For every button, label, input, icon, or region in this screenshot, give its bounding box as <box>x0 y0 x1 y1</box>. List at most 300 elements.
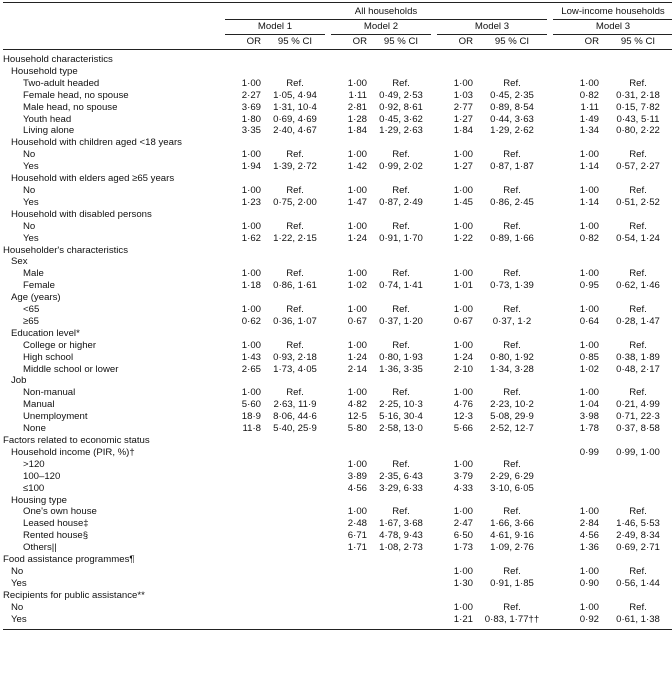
odds-ratio-cell: 1·14 <box>579 161 599 173</box>
table-row <box>3 78 672 90</box>
odds-ratio-cell <box>437 137 477 149</box>
odds-ratio-cell <box>331 328 371 340</box>
odds-ratio-cell: 1·71 <box>347 542 367 554</box>
odds-ratio-cell <box>225 614 265 626</box>
confidence-interval-cell <box>265 209 325 221</box>
confidence-interval-cell: Ref. <box>629 601 647 613</box>
confidence-interval-cell: Ref. <box>629 220 647 232</box>
odds-ratio-cell: 1·00 <box>579 387 599 399</box>
confidence-interval-cell: 0·91, 1·85 <box>490 577 534 589</box>
confidence-interval-cell <box>603 292 672 304</box>
odds-ratio-cell: 3·79 <box>453 470 473 482</box>
odds-ratio-cell <box>331 602 371 614</box>
odds-ratio-cell: 12·3 <box>453 411 473 423</box>
odds-ratio-cell: 2·84 <box>579 518 599 530</box>
table-row <box>3 268 672 280</box>
confidence-interval-cell <box>477 137 547 149</box>
confidence-interval-cell: 0·86, 1·61 <box>273 280 317 292</box>
odds-ratio-cell: 0·82 <box>579 89 599 101</box>
confidence-interval-cell: Ref. <box>392 387 410 399</box>
odds-ratio-cell <box>553 54 603 66</box>
confidence-interval-cell: Ref. <box>503 506 521 518</box>
row-label: >120 <box>23 458 45 470</box>
odds-ratio-cell: 1·00 <box>241 184 261 196</box>
odds-ratio-cell <box>331 590 371 602</box>
confidence-interval-cell: Ref. <box>629 149 647 161</box>
odds-ratio-cell: 4·76 <box>453 399 473 411</box>
odds-ratio-cell: 1·00 <box>241 220 261 232</box>
or-header: OR <box>553 35 603 50</box>
odds-ratio-cell: 0·67 <box>347 315 367 327</box>
confidence-interval-cell <box>265 483 325 495</box>
confidence-interval-cell <box>603 137 672 149</box>
odds-ratio-cell: 1·00 <box>241 77 261 89</box>
odds-ratio-cell: 1·04 <box>579 399 599 411</box>
confidence-interval-cell: 4·61, 9·16 <box>490 530 534 542</box>
row-label: Household income (PIR, %)† <box>11 446 135 458</box>
confidence-interval-cell: 0·38, 1·89 <box>616 351 660 363</box>
confidence-interval-cell <box>265 530 325 542</box>
odds-ratio-cell: 1·00 <box>241 149 261 161</box>
confidence-interval-cell: 1·31, 10·4 <box>273 101 317 113</box>
row-label: None <box>23 423 46 435</box>
odds-ratio-cell: 12·5 <box>347 411 367 423</box>
table-row <box>3 506 672 518</box>
odds-ratio-cell <box>225 471 265 483</box>
odds-ratio-cell: 1·00 <box>579 339 599 351</box>
model-3-header: Model 3 <box>437 20 547 35</box>
confidence-interval-cell: Ref. <box>286 220 304 232</box>
odds-ratio-cell <box>331 614 371 626</box>
odds-ratio-cell: 2·47 <box>453 518 473 530</box>
confidence-interval-cell: 2·63, 11·9 <box>273 399 317 411</box>
confidence-interval-cell: 5·16, 30·4 <box>379 411 423 423</box>
confidence-interval-cell <box>371 66 431 78</box>
table-row <box>3 102 672 114</box>
row-label: No <box>23 184 36 196</box>
confidence-interval-cell <box>477 66 547 78</box>
odds-ratio-cell <box>437 292 477 304</box>
confidence-interval-cell: 0·99, 1·00 <box>616 446 660 458</box>
confidence-interval-cell: 0·73, 1·39 <box>490 280 534 292</box>
confidence-interval-cell <box>477 328 547 340</box>
odds-ratio-cell: 1·43 <box>241 351 261 363</box>
confidence-interval-cell: 0·45, 2·35 <box>490 89 534 101</box>
confidence-interval-cell: 0·75, 2·00 <box>273 196 317 208</box>
confidence-interval-cell: 2·52, 12·7 <box>490 423 534 435</box>
odds-ratio-cell: 1·00 <box>347 458 367 470</box>
confidence-interval-cell: 0·49, 2·53 <box>379 89 423 101</box>
table-row <box>3 197 672 209</box>
odds-ratio-cell <box>225 447 265 459</box>
odds-ratio-cell <box>437 256 477 268</box>
confidence-interval-cell: Ref. <box>286 149 304 161</box>
row-label: ≥65 <box>23 315 39 327</box>
odds-ratio-cell: 1·24 <box>453 351 473 363</box>
row-label: Male <box>23 268 44 280</box>
table-row <box>3 137 672 149</box>
odds-ratio-cell <box>225 542 265 554</box>
odds-ratio-cell <box>437 590 477 602</box>
odds-ratio-cell: 4·56 <box>347 482 367 494</box>
table-row <box>3 185 672 197</box>
odds-ratio-cell: 1·30 <box>453 577 473 589</box>
table-row <box>3 530 672 542</box>
odds-ratio-cell: 1·62 <box>241 232 261 244</box>
odds-ratio-cell <box>225 54 265 66</box>
confidence-interval-cell: 0·92, 8·61 <box>379 101 423 113</box>
odds-ratio-cell: 1·49 <box>579 113 599 125</box>
confidence-interval-cell <box>265 542 325 554</box>
odds-ratio-cell <box>225 483 265 495</box>
odds-ratio-cell: 1·01 <box>453 280 473 292</box>
confidence-interval-cell: 2·23, 10·2 <box>490 399 534 411</box>
confidence-interval-cell: 0·99, 2·02 <box>379 161 423 173</box>
odds-ratio-cell: 3·69 <box>241 101 261 113</box>
confidence-interval-cell: 0·37, 1·20 <box>379 315 423 327</box>
odds-ratio-cell <box>225 328 265 340</box>
confidence-interval-cell: 0·93, 2·18 <box>273 351 317 363</box>
odds-ratio-cell: 1·11 <box>348 89 367 101</box>
odds-ratio-cell: 1·00 <box>453 506 473 518</box>
confidence-interval-cell: 0·57, 2·27 <box>616 161 660 173</box>
confidence-interval-cell <box>265 578 325 590</box>
odds-ratio-cell <box>437 328 477 340</box>
odds-ratio-cell: 1·00 <box>347 304 367 316</box>
row-label: One's own house <box>23 506 97 518</box>
row-label: <65 <box>23 304 40 316</box>
confidence-interval-cell: 0·87, 2·49 <box>379 196 423 208</box>
confidence-interval-cell: 2·35, 6·43 <box>379 470 423 482</box>
table-row <box>3 518 672 530</box>
odds-ratio-cell <box>331 66 371 78</box>
odds-ratio-cell <box>225 173 265 185</box>
odds-ratio-cell <box>553 256 603 268</box>
odds-ratio-cell <box>437 554 477 566</box>
confidence-interval-cell: 2·40, 4·67 <box>273 125 317 137</box>
table-body <box>3 50 672 630</box>
odds-ratio-cell <box>553 66 603 78</box>
odds-ratio-cell <box>225 590 265 602</box>
confidence-interval-cell <box>477 375 547 387</box>
confidence-interval-cell: 1·05, 4·94 <box>273 89 317 101</box>
row-label: Middle school or lower <box>23 363 119 375</box>
row-label: Food assistance programmes¶ <box>3 554 135 566</box>
confidence-interval-cell: 0·51, 2·52 <box>616 196 660 208</box>
confidence-interval-cell <box>603 66 672 78</box>
odds-ratio-cell: 1·00 <box>579 304 599 316</box>
odds-ratio-cell: 1·00 <box>453 268 473 280</box>
confidence-interval-cell <box>603 256 672 268</box>
confidence-interval-cell <box>265 602 325 614</box>
row-label: Rented house§ <box>23 530 89 542</box>
confidence-interval-cell <box>603 590 672 602</box>
confidence-interval-cell: Ref. <box>629 184 647 196</box>
confidence-interval-cell <box>265 614 325 626</box>
odds-ratio-cell: 1·18 <box>241 280 261 292</box>
odds-ratio-cell: 1·14 <box>579 196 599 208</box>
odds-ratio-cell: 0·95 <box>579 280 599 292</box>
odds-ratio-cell: 3·89 <box>347 470 367 482</box>
odds-ratio-cell: 1·00 <box>347 149 367 161</box>
confidence-interval-cell <box>371 173 431 185</box>
row-label: College or higher <box>23 339 97 351</box>
confidence-interval-cell <box>603 209 672 221</box>
odds-ratio-cell <box>331 292 371 304</box>
table-row <box>3 149 672 161</box>
table-row <box>3 399 672 411</box>
odds-ratio-cell <box>331 375 371 387</box>
confidence-interval-cell: Ref. <box>629 506 647 518</box>
confidence-interval-cell: Ref. <box>286 339 304 351</box>
table-row <box>3 554 672 566</box>
confidence-interval-cell: Ref. <box>286 387 304 399</box>
odds-ratio-cell: 4·33 <box>453 482 473 494</box>
confidence-interval-cell: Ref. <box>286 184 304 196</box>
confidence-interval-cell: Ref. <box>286 77 304 89</box>
confidence-interval-cell: 0·89, 8·54 <box>490 101 534 113</box>
results-table <box>3 2 672 630</box>
confidence-interval-cell <box>603 435 672 447</box>
row-label: No <box>11 601 24 613</box>
odds-ratio-cell: 5·60 <box>241 399 261 411</box>
confidence-interval-cell: 2·25, 10·3 <box>379 399 423 411</box>
odds-ratio-cell: 1·47 <box>347 196 367 208</box>
confidence-interval-cell: 0·37, 8·58 <box>616 423 660 435</box>
confidence-interval-cell <box>265 495 325 507</box>
ci-header: 95 % CI <box>603 35 672 50</box>
row-label: Household characteristics <box>3 54 113 65</box>
odds-ratio-cell: 4·56 <box>579 530 599 542</box>
table-row <box>3 590 672 602</box>
table-row <box>3 447 672 459</box>
odds-ratio-cell <box>225 66 265 78</box>
odds-ratio-cell: 6·50 <box>453 530 473 542</box>
odds-ratio-cell: 0·64 <box>579 315 599 327</box>
row-label: Sex <box>11 256 28 268</box>
confidence-interval-cell: Ref. <box>503 268 521 280</box>
odds-ratio-cell <box>553 375 603 387</box>
row-label: Female head, no spouse <box>23 89 129 101</box>
confidence-interval-cell: 5·40, 25·9 <box>273 423 317 435</box>
table-row <box>3 54 672 66</box>
odds-ratio-cell: 1·00 <box>453 601 473 613</box>
confidence-interval-cell <box>265 245 325 257</box>
row-label: Unemployment <box>23 411 88 423</box>
confidence-interval-cell: Ref. <box>392 506 410 518</box>
confidence-interval-cell: 0·44, 3·63 <box>490 113 534 125</box>
odds-ratio-cell: 1·00 <box>453 77 473 89</box>
row-label: Manual <box>23 399 55 411</box>
odds-ratio-cell: 0·85 <box>579 351 599 363</box>
row-label: Household with disabled persons <box>11 208 152 220</box>
confidence-interval-cell <box>265 471 325 483</box>
confidence-interval-cell <box>371 292 431 304</box>
odds-ratio-cell <box>437 173 477 185</box>
row-label: High school <box>23 351 74 363</box>
row-label: Yes <box>23 196 39 208</box>
row-label: Education level* <box>11 327 80 339</box>
odds-ratio-cell: 1·73 <box>453 542 473 554</box>
confidence-interval-cell <box>371 614 431 626</box>
confidence-interval-cell: 0·80, 1·92 <box>490 351 534 363</box>
confidence-interval-cell <box>603 328 672 340</box>
row-label: Leased house‡ <box>23 518 89 530</box>
confidence-interval-cell: 0·83, 1·77†† <box>484 613 540 625</box>
odds-ratio-cell: 1·00 <box>347 77 367 89</box>
confidence-interval-cell <box>371 495 431 507</box>
odds-ratio-cell <box>553 554 603 566</box>
row-label: Others|| <box>23 542 57 554</box>
row-label: Housing type <box>11 494 67 506</box>
confidence-interval-cell: Ref. <box>392 339 410 351</box>
odds-ratio-cell: 1·94 <box>241 161 261 173</box>
row-label: Yes <box>11 577 27 589</box>
table-row <box>3 340 672 352</box>
confidence-interval-cell: Ref. <box>503 304 521 316</box>
odds-ratio-cell: 1·42 <box>347 161 367 173</box>
confidence-interval-cell: 0·80, 2·22 <box>616 125 660 137</box>
odds-ratio-cell: 3·35 <box>241 125 261 137</box>
table-row <box>3 471 672 483</box>
confidence-interval-cell <box>265 590 325 602</box>
row-label: Yes <box>23 161 39 173</box>
odds-ratio-cell: 1·00 <box>579 149 599 161</box>
confidence-interval-cell <box>477 554 547 566</box>
row-label: Job <box>11 375 27 387</box>
confidence-interval-cell: 1·36, 3·35 <box>379 363 423 375</box>
confidence-interval-cell: 1·39, 2·72 <box>273 161 317 173</box>
odds-ratio-cell: 1·00 <box>579 220 599 232</box>
odds-ratio-cell <box>331 554 371 566</box>
odds-ratio-cell <box>553 209 603 221</box>
odds-ratio-cell <box>331 209 371 221</box>
confidence-interval-cell: 0·80, 1·93 <box>379 351 423 363</box>
odds-ratio-cell: 1·00 <box>241 304 261 316</box>
odds-ratio-cell <box>225 554 265 566</box>
confidence-interval-cell <box>371 447 431 459</box>
confidence-interval-cell: 5·08, 29·9 <box>490 411 534 423</box>
confidence-interval-cell <box>265 518 325 530</box>
confidence-interval-cell: 1·73, 4·05 <box>273 363 317 375</box>
odds-ratio-cell: 1·80 <box>241 113 261 125</box>
confidence-interval-cell <box>371 137 431 149</box>
odds-ratio-cell: 1·24 <box>347 232 367 244</box>
odds-ratio-cell: 1·00 <box>241 387 261 399</box>
confidence-interval-cell: 2·58, 13·0 <box>379 423 423 435</box>
confidence-interval-cell <box>603 554 672 566</box>
odds-ratio-cell <box>437 375 477 387</box>
odds-ratio-cell: 1·28 <box>347 113 367 125</box>
confidence-interval-cell: 0·21, 4·99 <box>616 399 660 411</box>
confidence-interval-cell <box>477 590 547 602</box>
row-label: Factors related to economic status <box>3 435 150 446</box>
confidence-interval-cell: 0·28, 1·47 <box>616 315 660 327</box>
confidence-interval-cell <box>265 506 325 518</box>
confidence-interval-cell: 1·29, 2·63 <box>379 125 423 137</box>
odds-ratio-cell <box>331 566 371 578</box>
table-row <box>3 245 672 257</box>
confidence-interval-cell: Ref. <box>503 77 521 89</box>
odds-ratio-cell: 6·71 <box>347 530 367 542</box>
odds-ratio-cell <box>225 256 265 268</box>
odds-ratio-cell: 1·00 <box>453 184 473 196</box>
odds-ratio-cell: 1·24 <box>347 351 367 363</box>
odds-ratio-cell: 2·77 <box>453 101 473 113</box>
table-row <box>3 495 672 507</box>
odds-ratio-cell: 2·48 <box>347 518 367 530</box>
row-label: Female <box>23 280 55 292</box>
table-row <box>3 566 672 578</box>
row-label: Recipients for public assistance** <box>3 589 145 601</box>
odds-ratio-cell: 0·82 <box>579 232 599 244</box>
odds-ratio-cell <box>553 137 603 149</box>
row-label: Age (years) <box>11 292 61 304</box>
odds-ratio-cell: 1·00 <box>347 506 367 518</box>
ci-header: 95 % CI <box>477 35 547 50</box>
confidence-interval-cell <box>603 245 672 257</box>
odds-ratio-cell: 1·00 <box>241 339 261 351</box>
odds-ratio-cell <box>437 54 477 66</box>
row-label: Householder's characteristics <box>3 244 129 256</box>
confidence-interval-cell: 3·10, 6·05 <box>490 482 534 494</box>
confidence-interval-cell: 0·37, 1·2 <box>492 315 532 327</box>
odds-ratio-cell <box>553 483 603 495</box>
confidence-interval-cell: Ref. <box>392 220 410 232</box>
row-label: Yes <box>23 232 39 244</box>
confidence-interval-cell: Ref. <box>629 387 647 399</box>
row-label: No <box>23 149 36 161</box>
row-label: 100–120 <box>23 470 61 482</box>
confidence-interval-cell <box>477 495 547 507</box>
confidence-interval-cell <box>477 292 547 304</box>
table-row <box>3 161 672 173</box>
confidence-interval-cell <box>265 137 325 149</box>
table-row <box>3 614 672 626</box>
odds-ratio-cell <box>553 328 603 340</box>
odds-ratio-cell: 1·02 <box>579 363 599 375</box>
odds-ratio-cell: 1·00 <box>579 506 599 518</box>
odds-ratio-cell: 1·00 <box>453 220 473 232</box>
confidence-interval-cell <box>265 292 325 304</box>
confidence-interval-cell <box>371 54 431 66</box>
confidence-interval-cell: 0·43, 5·11 <box>616 113 660 125</box>
odds-ratio-cell <box>225 578 265 590</box>
confidence-interval-cell <box>603 375 672 387</box>
table-row <box>3 542 672 554</box>
row-label: Youth head <box>23 113 72 125</box>
confidence-interval-cell: 1·29, 2·62 <box>490 125 534 137</box>
odds-ratio-cell: 18·9 <box>241 411 261 423</box>
confidence-interval-cell: Ref. <box>503 601 521 613</box>
confidence-interval-cell <box>603 471 672 483</box>
confidence-interval-cell: 1·67, 3·68 <box>379 518 423 530</box>
group-all-households: All households <box>225 5 547 20</box>
confidence-interval-cell: Ref. <box>629 268 647 280</box>
confidence-interval-cell <box>371 590 431 602</box>
odds-ratio-cell: 1·00 <box>579 601 599 613</box>
odds-ratio-cell <box>331 54 371 66</box>
confidence-interval-cell <box>603 54 672 66</box>
confidence-interval-cell: Ref. <box>503 339 521 351</box>
confidence-interval-cell: 1·09, 2·76 <box>490 542 534 554</box>
confidence-interval-cell: Ref. <box>503 149 521 161</box>
table-row <box>3 435 672 447</box>
row-label: No <box>11 565 24 577</box>
table-row <box>3 375 672 387</box>
odds-ratio-cell: 3·98 <box>579 411 599 423</box>
confidence-interval-cell <box>265 256 325 268</box>
